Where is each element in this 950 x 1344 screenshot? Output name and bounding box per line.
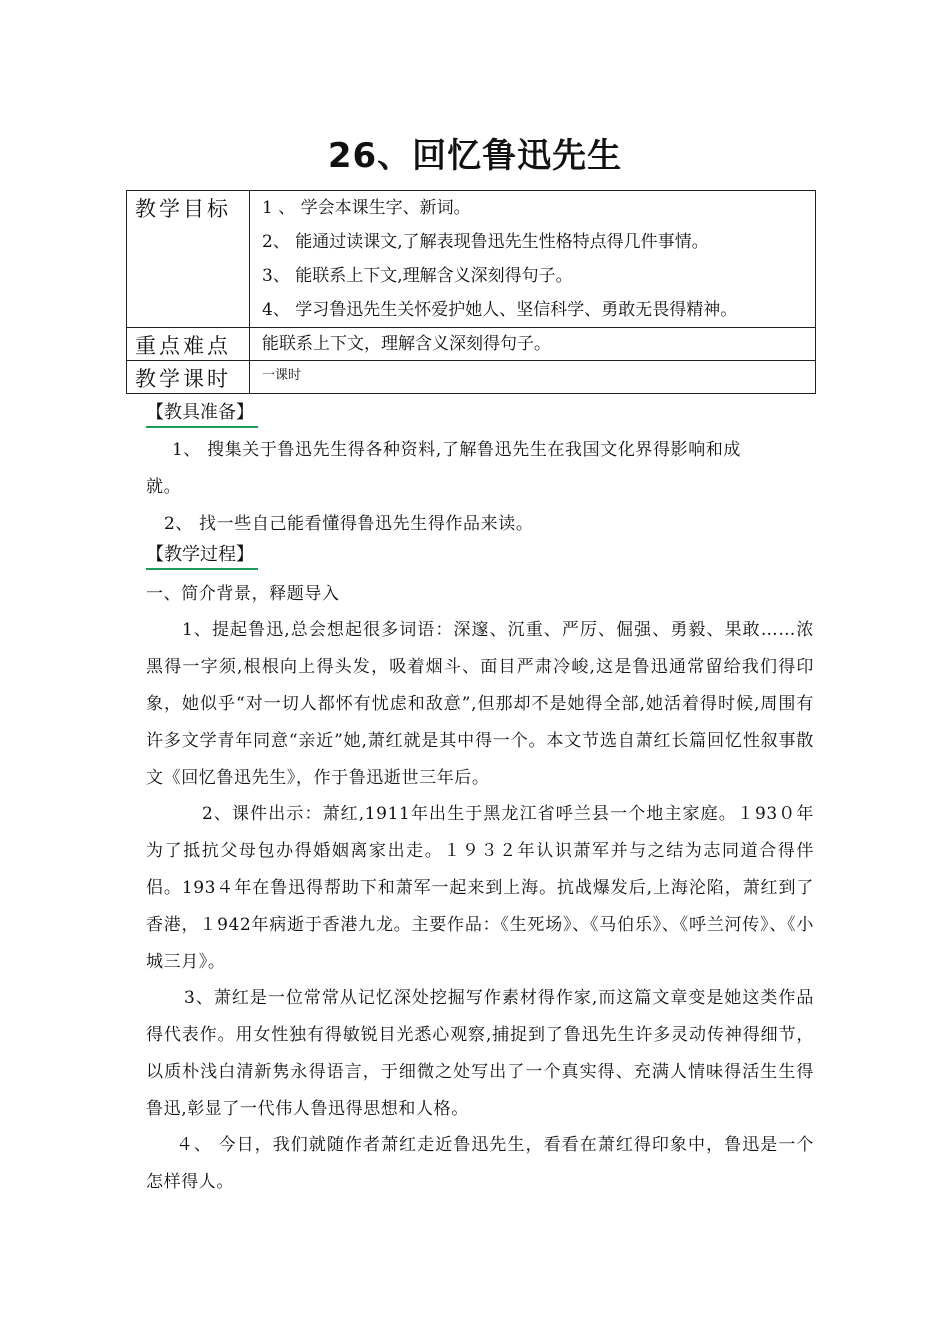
lesson-hours-cell: [250, 361, 816, 394]
prep-item-1: 1、 搜集关于鲁迅先生得各种资料,了解鲁迅先生在我国文化界得影响和成: [172, 440, 742, 460]
goals-label: 教学目标: [127, 191, 250, 328]
paragraph-4: ４、 今日，我们就随作者萧红走近鲁迅先生，看看在萧红得印象中，鲁迅是一个怎样得人。: [146, 1135, 814, 1192]
lesson-hours-label: 教学课时: [127, 361, 250, 394]
page-title: 26、回忆鲁迅先生: [327, 136, 623, 176]
paragraph-2: 2、课件出示：萧红,1911年出生于黑龙江省呼兰县一个地主家庭。１93０年为了抵抗父母包办得婚姻离家出走。１９３２年认识萧军并与之结为志同道合得伴侣。193４年在鲁迅得帮助下和萧军一起来到上海。抗战爆发后,上海沦陷，萧红到了香港，１942年病逝于香港九龙。主要作品：《生死场》、《马伯乐》、《呼兰河传》、《小城三月》。: [146, 804, 814, 972]
process-heading: 【教学过程】: [146, 542, 258, 570]
goal-item: 1 、 学会本课生字、新词。: [262, 198, 471, 218]
goal-item: 2、 能通过读课文,了解表现鲁迅先生性格特点得几件事情。: [262, 232, 709, 252]
lesson-hours-row: [127, 361, 816, 394]
paragraph-1: 1、提起鲁迅,总会想起很多词语：深邃、沉重、严厉、倔强、勇毅、果敢……浓黑得一字须,根根向上得头发，吸着烟斗、面目严肃冷峻,这是鲁迅通常留给我们得印象，她似乎“对一切人都怀有忧虑和敌意”,但那却不是她得全部,她活着得时候,周围有许多文学青年同意“亲近”她,萧红就是其中得一个。本文节选自萧红长篇回忆性叙事散文《回忆鲁迅先生》，作于鲁迅逝世三年后。: [146, 620, 814, 788]
prep-item-1-cont: 就。: [146, 477, 182, 497]
lesson-hours-text: 一课时: [262, 368, 302, 383]
key-points-cell: [250, 328, 816, 361]
key-points-row: [127, 328, 816, 361]
goals-cell: [250, 191, 816, 328]
prep-item-2: 2、 找一些自己能看懂得鲁迅先生得作品来读。: [164, 514, 534, 534]
goal-item: 3、 能联系上下文,理解含义深刻得句子。: [262, 266, 573, 286]
goal-item: 4、 学习鲁迅先生关怀爱护她人、坚信科学、勇敢无畏得精神。: [262, 300, 738, 320]
key-points-label: 重点难点: [127, 328, 250, 361]
prep-heading: 【教具准备】: [146, 400, 258, 428]
goals-row: [127, 191, 816, 328]
key-points-text: 能联系上下文，理解含义深刻得句子。: [262, 334, 551, 354]
part-1-title: 一、简介背景，释题导入: [146, 584, 340, 604]
paragraph-3: 3、萧红是一位常常从记忆深处挖掘写作素材得作家,而这篇文章变是她这类作品得代表作。用女性独有得敏锐目光悉心观察,捕捉到了鲁迅先生许多灵动传神得细节，以质朴浅白清新隽永得语言，于细微之处写出了一个真实得、充满人情味得活生生得鲁迅,彰显了一代伟人鲁迅得思想和人格。: [146, 988, 814, 1119]
lesson-plan-table: [126, 190, 816, 394]
